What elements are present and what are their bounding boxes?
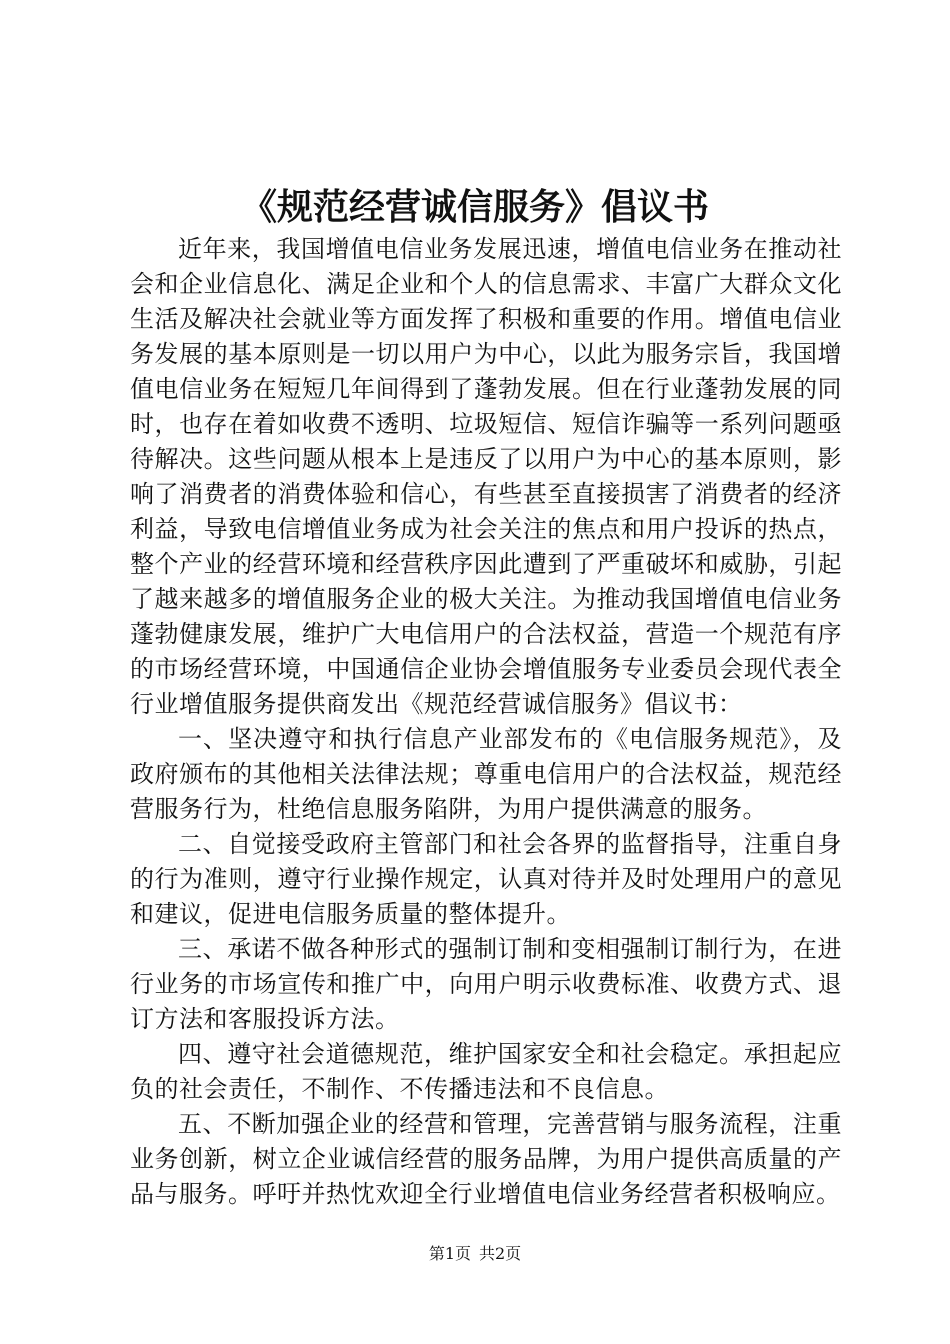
paragraph-intro: 近年来，我国增值电信业务发展迅速，增值电信业务在推动社会和企业信息化、满足企业和个人的信息需求、丰富广大群众文化生活及解决社会就业等方面发挥了积极和重要的作用。增值电信业务发展的基本原则是一切以用户为中心，以此为服务宗旨，我国增值电信业务在短短几年间得到了蓬勃发展。但在行业蓬勃发展的同时，也存在着如收费不透明、垃圾短信、短信诈骗等一系列问题亟待解决。这些问题从根本上是违反了以用户为中心的基本原则，影响了消费者的消费体验和信心，有些甚至直接损害了消费者的经济利益，导致电信增值业务成为社会关注的焦点和用户投诉的热点，整个产业的经营环境和经营秩序因此遭到了严重破坏和威胁，引起了越来越多的增值服务企业的极大关注。为推动我国增值电信业务蓬勃健康发展，维护广大电信用户的合法权益，营造一个规范有序的市场经营环境，中国通信企业协会增值服务专业委员会现代表全行业增值服务提供商发出《规范经营诚信服务》倡议书： <box>130 235 842 718</box>
page-number: 第1页 <box>428 1244 471 1263</box>
paragraph-item-2: 二、自觉接受政府主管部门和社会各界的监督指导，注重自身的行为准则，遵守行业操作规定，认真对待并及时处理用户的意见和建议，促进电信服务质量的整体提升。 <box>130 830 842 928</box>
paragraph-item-3: 三、承诺不做各种形式的强制订制和变相强制订制行为，在进行业务的市场宣传和推广中，向用户明示收费标准、收费方式、退订方法和客服投诉方法。 <box>130 935 842 1033</box>
paragraph-item-5: 五、不断加强企业的经营和管理，完善营销与服务流程，注重业务创新，树立企业诚信经营的服务品牌，为用户提供高质量的产品与服务。呼吁并热忱欢迎全行业增值电信业务经营者积极响应。 <box>130 1110 842 1208</box>
document-title: 《规范经营诚信服务》倡议书 <box>240 186 709 228</box>
page-total: 共2页 <box>479 1244 522 1263</box>
paragraph-item-4: 四、遵守社会道德规范，维护国家安全和社会稳定。承担起应负的社会责任，不制作、不传播违法和不良信息。 <box>130 1040 842 1103</box>
document-body <box>130 232 842 1212</box>
paragraph-item-1: 一、坚决遵守和执行信息产业部发布的《电信服务规范》，及政府颁布的其他相关法律法规；尊重电信用户的合法权益，规范经营服务行为，杜绝信息服务陷阱，为用户提供满意的服务。 <box>130 725 842 823</box>
page-footer <box>0 1243 950 1265</box>
